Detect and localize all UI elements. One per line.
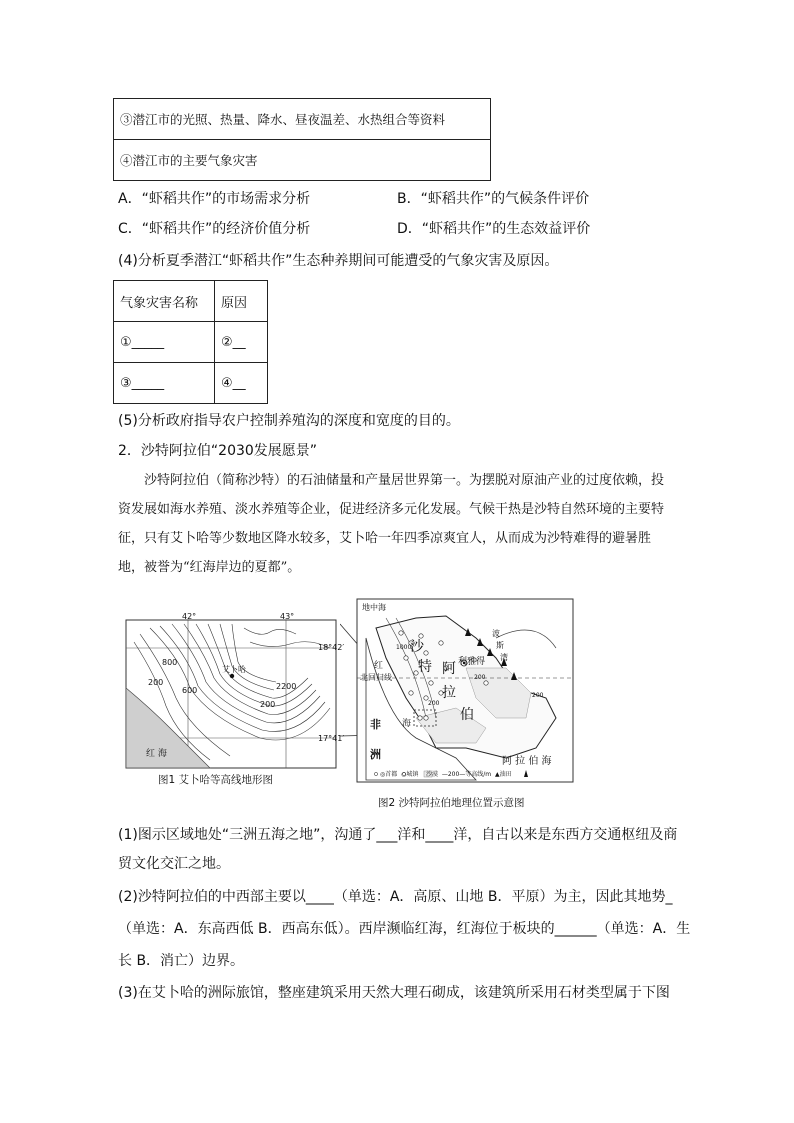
contour-label: 600 <box>182 686 198 695</box>
table-cell: ③_____ <box>114 363 215 404</box>
legend-item: ▲油田 <box>494 771 512 778</box>
lat-label: 17°41′ <box>318 734 345 743</box>
table-cell: ①_____ <box>114 322 215 363</box>
map-label: 阿 拉 伯 海 <box>502 756 552 767</box>
map-label: 洲 <box>370 748 381 761</box>
map-label: 湾 <box>500 653 508 662</box>
figure-1-caption: 图1 艾卜哈等高线地形图 <box>158 774 274 786</box>
map-label: 非 <box>370 718 381 731</box>
hazard-table <box>113 280 268 404</box>
option-b: B．“虾稻共作”的气候条件评价 <box>397 191 590 207</box>
sea-label: 红 海 <box>146 749 167 759</box>
map-label: 地中海 <box>362 603 386 612</box>
map-label: 沙 <box>410 639 424 655</box>
map-label: 伯 <box>460 707 474 723</box>
table-row: ③潜江市的光照、热量、降水、昼夜温差、水热组合等资料 <box>114 99 491 140</box>
map-label: 波 <box>492 629 500 638</box>
question-1-line: (1)图示区域地处“三洲五海之地”，沟通了___洋和____洋，自古以来是东西方交通枢纽及商 <box>118 827 678 843</box>
table-row: ④潜江市的主要气象灾害 <box>114 140 491 181</box>
question-2-title: 2．沙特阿拉伯“2030发展愿景” <box>118 443 318 459</box>
data-source-table <box>113 98 491 181</box>
question-2-line: (2)沙特阿拉伯的中西部主要以____（单选：A．高原、山地 B．平原）为主，因此其地势_ <box>118 889 673 905</box>
question-3-line: (3)在艾卜哈的洲际旅馆，整座建筑采用天然大理石砌成，该建筑所采用石材类型属于下图 <box>118 985 670 1001</box>
map-label: 红 <box>374 661 384 671</box>
lat-label: 18°42′ <box>318 643 345 652</box>
map-label: 特 <box>418 659 432 675</box>
legend-item: 沙漠 <box>425 771 438 778</box>
map-label: 斯 <box>496 641 504 650</box>
table-header: 原因 <box>215 281 268 322</box>
figure-2-caption: 图2 沙特阿拉伯地理位置示意图 <box>378 797 525 809</box>
map-legend <box>380 769 512 778</box>
lon-label: 42° <box>182 612 197 621</box>
table-cell: ②__ <box>215 322 268 363</box>
contour-label: 200 <box>260 700 276 709</box>
map-label: 拉 <box>442 685 456 701</box>
question-5: (5)分析政府指导农户控制养殖沟的深度和宽度的目的。 <box>118 413 460 429</box>
contour-label: 1000 <box>396 644 412 651</box>
question-1-line: 贸文化交汇之地。 <box>118 856 230 872</box>
map-label: 阿 <box>442 661 456 677</box>
map-label: 利雅得 <box>458 657 486 667</box>
table-header: 气象灾害名称 <box>114 281 215 322</box>
figure-1 <box>120 598 346 798</box>
legend-item: ◎首都 <box>380 771 398 778</box>
option-d: D．“虾稻共作”的生态效益评价 <box>397 221 591 237</box>
contour-label: 200 <box>148 678 164 687</box>
figure-2 <box>356 598 574 813</box>
contour-label: 200 <box>474 674 486 681</box>
option-a: A．“虾稻共作”的市场需求分析 <box>118 191 311 207</box>
passage: 沙特阿拉伯（简称沙特）的石油储量和产量居世界第一。为摆脱对原油产业的过度依赖，投资发展如海水养殖、淡水养殖等企业，促进经济多元化发展。气候干热是沙特自然环境的主要特征，只有艾卜哈等少数地区降水较多，艾卜哈一年四季凉爽宜人，从而成为沙特难得的避暑胜地，被誉为“红海岸边的夏都”。 <box>118 473 665 575</box>
option-c: C．“虾稻共作”的经济价值分析 <box>118 221 311 237</box>
legend-item: ○城镇 <box>401 771 419 778</box>
contour-label: 200 <box>532 692 544 699</box>
city-label: 艾卜哈 <box>222 665 246 674</box>
contour-label: 200 <box>428 700 440 707</box>
legend-item: —200—等高线/m <box>441 771 492 778</box>
table-cell: ④__ <box>215 363 268 404</box>
map-label: 海 <box>402 719 412 729</box>
map-label: 北回归线 <box>360 673 392 682</box>
contour-label: 800 <box>162 658 178 667</box>
question-4: (4)分析夏季潜江“虾稻共作”生态种养期间可能遭受的气象灾害及原因。 <box>118 253 559 269</box>
lon-label: 43° <box>280 612 295 621</box>
contour-label: 2200 <box>276 682 297 691</box>
question-2-line: 长 B．消亡）边界。 <box>118 953 245 969</box>
question-2-line: （单选：A．东高西低 B．西高东低）。西岸濒临红海，红海位于板块的______（单选：A．生 <box>118 921 691 937</box>
